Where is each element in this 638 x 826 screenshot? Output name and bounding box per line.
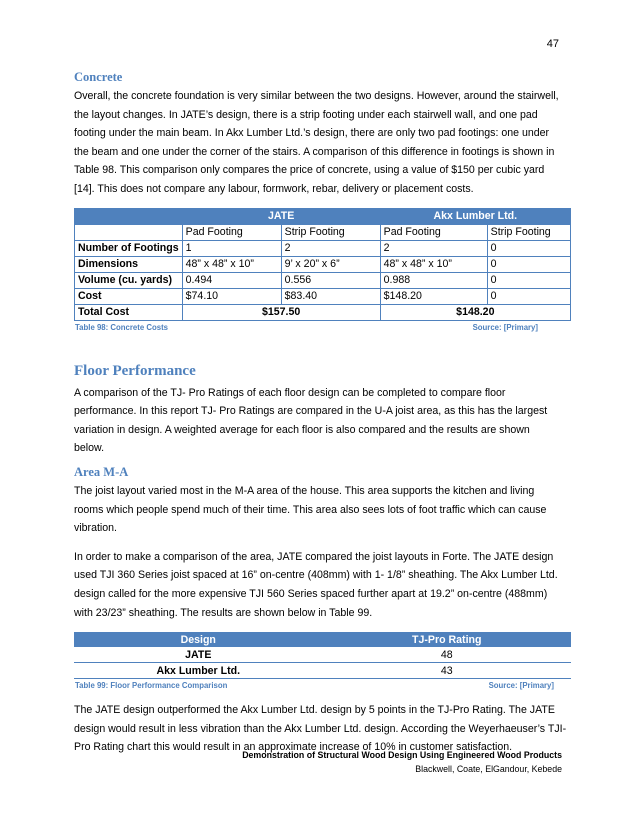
row-label: Cost [75,288,183,304]
table-cell: 0.494 [182,272,281,288]
row-label: Volume (cu. yards) [75,272,183,288]
area-heading: Area M-A [74,464,129,479]
row-label: Dimensions [75,256,183,272]
page-number: 47 [546,38,559,50]
table-cell: 2 [281,240,380,256]
table-header-design: Design [74,632,323,647]
floor-performance-heading: Floor Performance [74,362,196,379]
text-line: with 23/23” sheathing. The results are shown below in Table 99. [74,606,373,619]
caption-source: Source: [Primary] [488,681,554,691]
caption-text: Table 99: Floor Performance Comparison [75,681,228,691]
table-caption [74,323,571,332]
text-line: The JATE design outperformed the Akx Lumber Ltd. design by 5 points in the TJ-Pro Rating. The JATE [74,704,555,717]
table-header-row [75,208,571,224]
conclusion-paragraph [74,701,571,757]
table-row [75,288,571,304]
caption-text: Table 98: Concrete Costs [75,322,169,332]
table-cell: 0 [487,240,570,256]
concrete-paragraph [74,87,571,199]
table-cell: $74.10 [182,288,281,304]
table-cell: 0 [487,272,570,288]
table-header-akx: Akx Lumber Ltd. [380,208,570,224]
table-row [75,240,571,256]
table-header-row [74,632,571,647]
concrete-costs-table [74,208,571,321]
footer-authors: Blackwell, Coate, ElGandour, Kebede [415,764,562,774]
table-cell: $148.20 [380,288,487,304]
table-cell: 0 [487,288,570,304]
table-header-jate: JATE [182,208,380,224]
table-cell: Strip Footing [281,224,380,240]
table-row [74,647,571,663]
text-line: In order to make a comparison of the area, JATE compared the joist layouts in Forte. The JATE design [74,550,554,563]
text-line: the layout changes. In JATE’s design, there is a strip footing under each stairwell wall, and one pad [74,108,538,121]
table-cell: 9’ x 20” x 6” [281,256,380,272]
table-total-row [75,304,571,320]
text-line: rooms which people spend much of their time. This area also sees lots of foot traffic which can cause [74,503,547,516]
table-cell: 0.556 [281,272,380,288]
text-line: Overall, the concrete foundation is very similar between the two designs. However, around the stairwell, [74,90,559,102]
text-line: design called for the more expensive TJI 560 Series spaced further apart at 19.2” on-centre (488mm) [74,587,548,600]
table-cell: 48” x 48” x 10” [380,256,487,272]
caption-source: Source: [Primary] [472,322,538,332]
concrete-heading: Concrete [74,70,123,84]
table-cell: JATE [74,647,323,663]
text-line: The joist layout varied most in the M-A area of the house. This area supports the kitchen and living [74,484,535,497]
text-line: design would result in less vibration than the Akx Lumber Ltd. design. According the Weyerhaeuser’s TJI- [74,722,567,735]
table-cell: 1 [182,240,281,256]
table-header-rating: TJ-Pro Rating [323,632,572,647]
footer-title: Demonstration of Structural Wood Design Using Engineered Wood Products [242,750,562,760]
floor-paragraph [74,384,571,458]
floor-performance-table [74,632,571,679]
table-row [75,272,571,288]
text-line: Table 98. This comparison only compares the price of concrete, using a value of $150 per cubic yard [74,164,545,177]
table-cell: 0.988 [380,272,487,288]
table-cell: Pad Footing [182,224,281,240]
table-cell: $83.40 [281,288,380,304]
area-paragraph-2 [74,548,571,622]
table-subheader-row [75,224,571,240]
text-line: Pro Rating chart this would result in an approximate increase of 10% in customer satisfaction. [74,741,513,754]
table-cell: Akx Lumber Ltd. [74,663,323,679]
text-line: vibration. [74,522,117,535]
table-cell: Pad Footing [380,224,487,240]
table-caption [74,681,571,690]
table-header-empty [75,208,183,224]
text-line: below. [74,442,105,455]
text-line: used TJI 360 Series joist spaced at 16” on-centre (408mm) with 1- 1/8” sheathing. The Akx Lumber Ltd. [74,569,558,582]
table-cell: Strip Footing [487,224,570,240]
text-line: A comparison of the TJ- Pro Ratings of each floor design can be completed to compare floor [74,386,506,399]
text-line: variation in design. A weighted average for each floor is also compared and the results are shown [74,423,530,436]
page-content [74,70,571,757]
table-row [75,256,571,272]
text-line: performance. In this report TJ- Pro Ratings are compared in the U-A joist area, as this has the largest [74,405,548,418]
table-cell: 43 [323,663,572,679]
row-label: Total Cost [75,304,183,320]
text-line: footing under the main beam. In Akx Lumber Ltd.’s design, there are only two pad footings: one under [74,127,550,140]
total-akx: $148.20 [380,304,570,320]
text-line: [14]. This does not compare any labour, formwork, rebar, delivery or placement costs. [74,182,474,195]
area-paragraph-1 [74,482,571,538]
table-cell: 2 [380,240,487,256]
table-cell [75,224,183,240]
table-cell: 48” x 48” x 10” [182,256,281,272]
row-label: Number of Footings [75,240,183,256]
table-cell: 0 [487,256,570,272]
text-line: the beam and one under the corner of the stairs. A comparison of this difference in footings is shown in [74,145,555,158]
total-jate: $157.50 [182,304,380,320]
table-row [74,663,571,679]
table-cell: 48 [323,647,572,663]
